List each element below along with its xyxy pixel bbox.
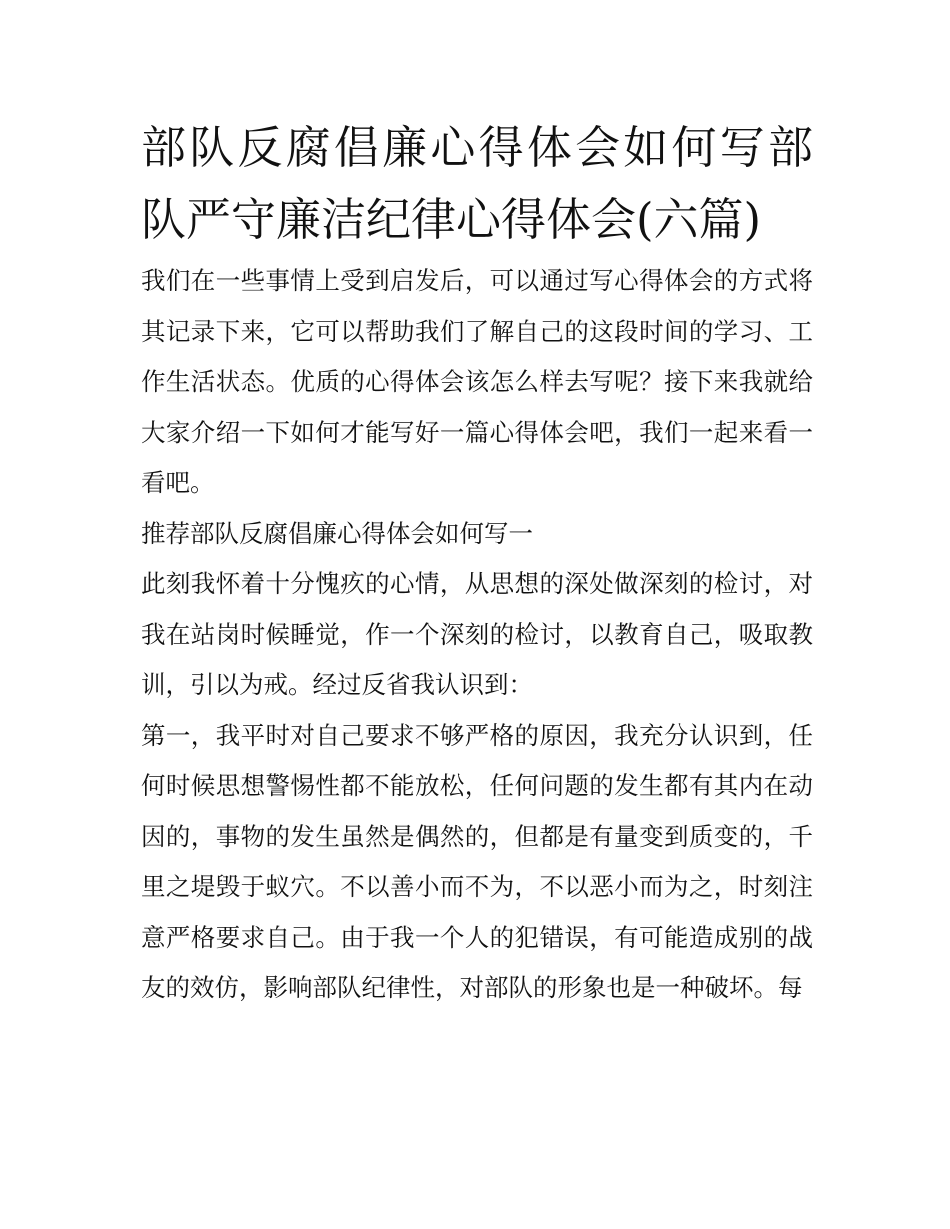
document-title: 部队反腐倡廉心得体会如何写部队严守廉洁纪律心得体会(六篇)	[141, 121, 813, 246]
intro-paragraph: 我们在一些事情上受到启发后，可以通过写心得体会的方式将其记录下来，它可以帮助我们了解自己的这段时间的学习、工作生活状态。优质的心得体会该怎么样去写呢？接下来我就给大家介绍一下如何才能写好一篇心得体会吧，我们一起来看一看吧。	[141, 266, 813, 497]
document-body	[141, 112, 813, 1014]
section-heading: 推荐部队反腐倡廉心得体会如何写一	[141, 518, 533, 548]
body-paragraph: 第一，我平时对自己要求不够严格的原因，我充分认识到，任何时候思想警惕性都不能放松，任何问题的发生都有其内在动因的，事物的发生虽然是偶然的，但都是有量变到质变的，千里之堤毁于蚁穴。不以善小而不为，不以恶小而为之，时刻注意严格要求自己。由于我一个人的犯错误，有可能造成别的战友的效仿，影响部队纪律性，对部队的形象也是一种破坏。每	[141, 720, 813, 1002]
body-paragraph: 此刻我怀着十分愧疚的心情，从思想的深处做深刻的检讨，对我在站岗时候睡觉，作一个深刻的检讨，以教育自己，吸取教训，引以为戒。经过反省我认识到：	[141, 569, 813, 699]
